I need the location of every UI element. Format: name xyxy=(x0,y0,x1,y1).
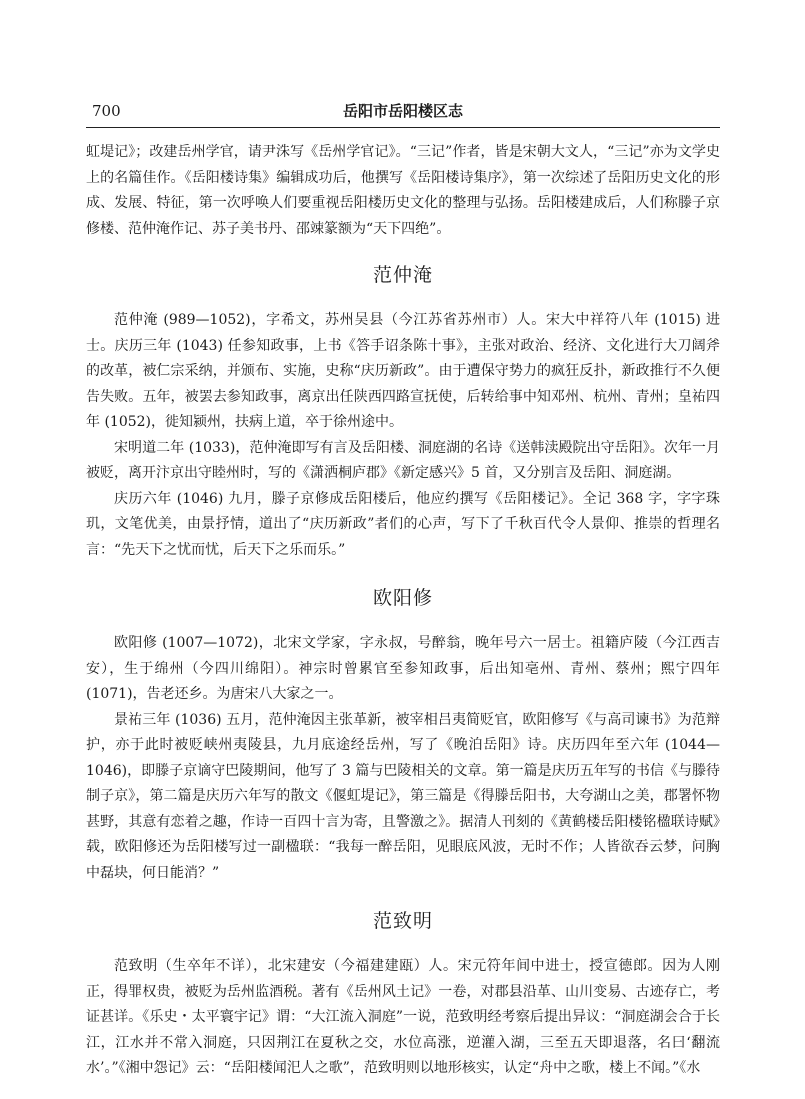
paragraph: 范致明（生卒年不详），北宋建安（今福建建瓯）人。宋元符年间中进士，授宣德郎。因为人刚正，得罪权贵，被贬为岳州监酒税。著有《岳州风土记》一卷，对郡县沿革、山川变易、古迹存亡，考证甚详。《乐史・太平寰宇记》谓：“大江流入洞庭”一说，范致明经考察后提出异议：“洞庭湖会合于长江，江水并不常入洞庭，只因荆江在夏秋之交，水位高涨，逆灌入湖，三至五天即退落，名曰‘翻流水’。”《湘中怨记》云：“岳阳楼闻汜人之歌”，范致明则以地形核实，认定“舟中之歌，楼上不闻。”《水 xyxy=(86,958,720,1076)
intro-paragraph: 虹堤记》；改建岳州学官，请尹洙写《岳州学官记》。“三记”作者，皆是宋朝大文人，“三记”亦为文学史上的名篇佳作。《岳阳楼诗集》编辑成功后，他撰写《岳阳楼诗集序》，第一次综述了岳阳历史文化的形成、发展、特征，第一次呼唤人们要重视岳阳楼历史文化的整理与弘扬。岳阳楼建成后，人们称滕子京修楼、范仲淹作记、苏子美书丹、邵竦篆额为“天下四绝”。 xyxy=(86,144,720,237)
page-header xyxy=(86,100,720,124)
page-body xyxy=(86,140,720,1082)
paragraph: 宋明道二年 (1033)，范仲淹即写有言及岳阳楼、洞庭湖的名诗《送韩渎殿院出守岳阳》。次年一月被贬，离开汴京出守睦州时，写的《潇洒桐庐郡》《新定感兴》5 首，又分别言及岳阳、洞庭湖。 xyxy=(86,439,720,481)
section-fan-zhiming xyxy=(86,908,720,1082)
section-title: 欧阳修 xyxy=(372,587,433,609)
book-title: 岳阳市岳阳楼区志 xyxy=(342,102,463,120)
section-ouyang-xiu xyxy=(86,585,720,886)
paragraph: 欧阳修 (1007—1072)，北宋文学家，字永叔，号醉翁，晚年号六一居士。祖籍庐陵（今江西吉安），生于绵州（今四川绵阳）。神宗时曾累官至参知政事，后出知亳州、青州、蔡州；熙宁四年 (1071)，告老还乡。为唐宋八大家之一。 xyxy=(86,635,720,702)
page-number: 700 xyxy=(92,102,121,120)
paragraph: 庆历六年 (1046) 九月，滕子京修成岳阳楼后，他应约撰写《岳阳楼记》。全记 368 字，字字珠玑，文笔优美，由景抒情，道出了“庆历新政”者们的心声，写下了千秋百代令人景仰、推崇的哲理名言：“先天下之忧而忧，后天下之乐而乐。” xyxy=(86,490,720,558)
paragraph: 范仲淹 (989—1052)，字希文，苏州吴县（今江苏省苏州市）人。宋大中祥符八年 (1015) 进士。庆历三年 (1043) 任参知政事，上书《答手诏条陈十事》，主张对政治、经济、文化进行大刀阔斧的改革，被仁宗采纳，并颁布、实施，史称“庆历新政”。由于遭保守势力的疯狂反扑，新政推行不久便告失败。五年，被罢去参知政事，离京出任陕西四路宣抚使，后转给事中知邓州、杭州、青州；皇祐四年 (1052)，徙知颍州，扶病上道，卒于徐州途中。 xyxy=(86,312,720,430)
section-title: 范致明 xyxy=(372,910,433,932)
section-title: 范仲淹 xyxy=(372,264,433,286)
paragraph: 景祐三年 (1036) 五月，范仲淹因主张革新，被宰相吕夷简贬官，欧阳修写《与高司谏书》为范辩护，亦于此时被贬峡州夷陵县，九月底途经岳州，写了《晚泊岳阳》诗。庆历四年至六年 (1044—1046)，即滕子京谪守巴陵期间，他写了 3 篇与巴陵相关的文章。第一篇是庆历五年写的书信《与滕待制子京》，第二篇是庆历六年写的散文《偃虹堤记》，第三篇是《得滕岳阳书，大夸湖山之美，郡署怀物甚野，其意有恋着之趣，作诗一百四十言为寄，且警激之》。据清人刊刻的《黄鹤楼岳阳楼铭楹联诗赋》载，欧阳修还为岳阳楼写过一副楹联：“我每一醉岳阳，见眼底风波，无时不作；人皆欲吞云梦，问胸中磊块，何日能消？” xyxy=(86,711,720,881)
section-fan-zhongyan xyxy=(86,262,720,563)
header-rule xyxy=(86,127,720,128)
